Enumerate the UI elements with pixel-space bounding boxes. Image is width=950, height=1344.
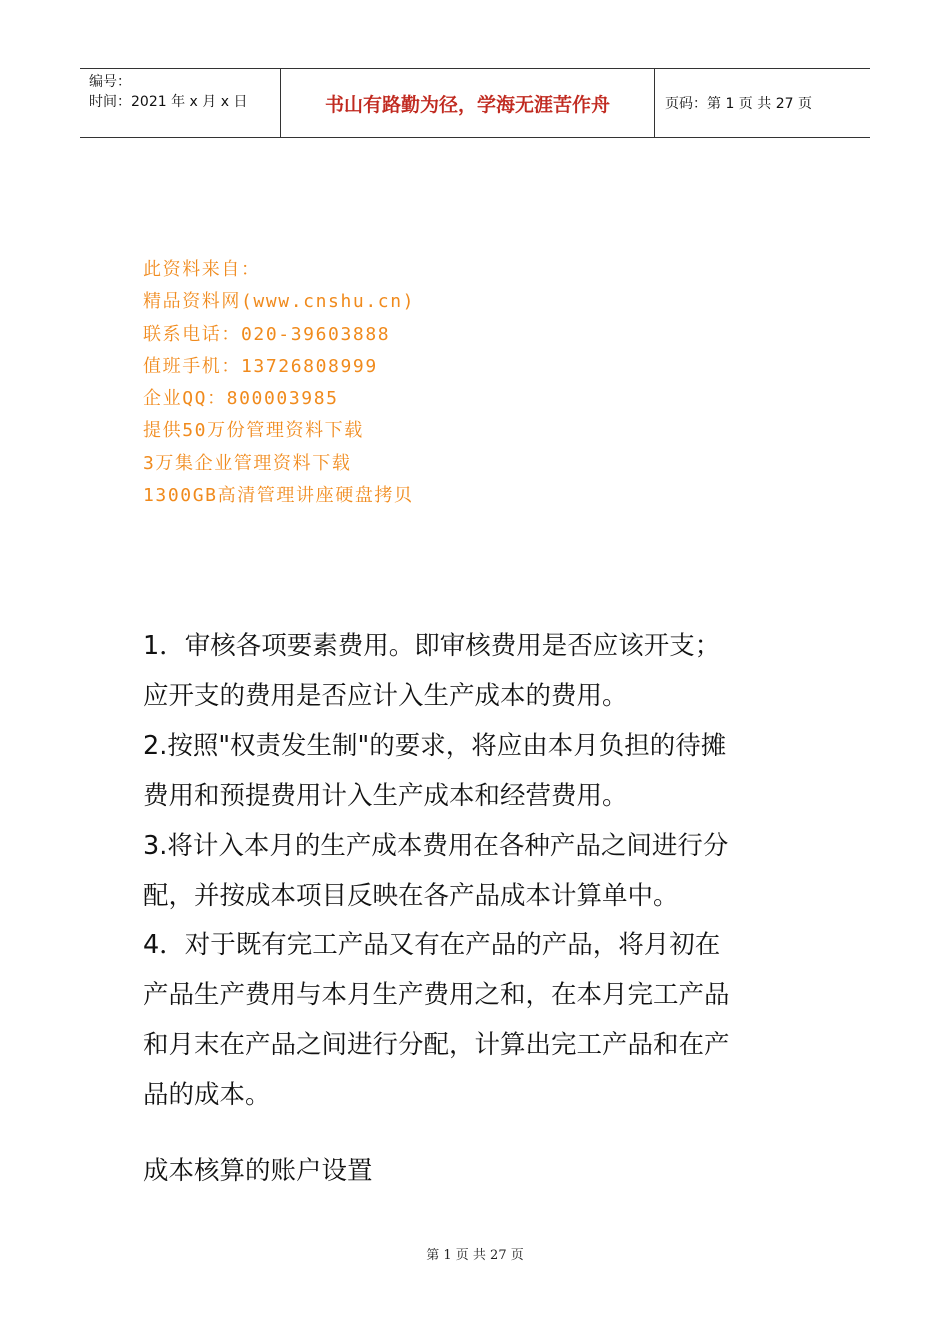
header-page-info: 页码：第 1 页 共 27 页 bbox=[665, 96, 812, 112]
promo-line: 精品资料网(www.cnshu.cn) bbox=[143, 291, 416, 313]
promo-line: 3万集企业管理资料下载 bbox=[143, 452, 352, 474]
promo-line: 值班手机：13726808999 bbox=[143, 355, 378, 377]
body-line: 费用和预提费用计入生产成本和经营费用。 bbox=[143, 780, 628, 811]
body-line: 配，并按成本项目反映在各产品成本计算单中。 bbox=[143, 880, 679, 911]
promo-block bbox=[143, 254, 415, 512]
body-line: 3.将计入本月的生产成本费用在各种产品之间进行分 bbox=[143, 830, 729, 861]
header-date-label: 时间：2021 年 x 月 x 日 bbox=[89, 94, 248, 110]
body-line: 和月末在产品之间进行分配，计算出完工产品和在产 bbox=[143, 1030, 730, 1061]
page-footer: 第 1 页 共 27 页 bbox=[426, 1248, 524, 1263]
promo-line: 企业QQ：800003985 bbox=[143, 388, 339, 410]
promo-line: 此资料来自： bbox=[143, 259, 261, 280]
promo-line: 提供50万份管理资料下载 bbox=[143, 420, 364, 442]
body-paragraphs bbox=[143, 622, 813, 1121]
header-left-cell bbox=[80, 69, 281, 137]
header-motto-cell bbox=[281, 69, 655, 137]
body-line: 1．审核各项要素费用。即审核费用是否应该开支； bbox=[143, 631, 721, 661]
body-line: 2.按照"权责发生制"的要求，将应由本月负担的待摊 bbox=[143, 730, 727, 761]
body-line: 4．对于既有完工产品又有在产品的产品，将月初在 bbox=[143, 930, 721, 961]
body-line: 应开支的费用是否应计入生产成本的费用。 bbox=[143, 680, 628, 711]
header-number-label: 编号： bbox=[89, 74, 131, 90]
document-header bbox=[80, 68, 870, 138]
body-line: 品的成本。 bbox=[143, 1080, 271, 1111]
section-heading: 成本核算的账户设置 bbox=[143, 1156, 373, 1186]
promo-line: 1300GB高清管理讲座硬盘拷贝 bbox=[143, 485, 414, 507]
body-line: 产品生产费用与本月生产费用之和，在本月完工产品 bbox=[143, 980, 730, 1011]
promo-line: 联系电话：020-39603888 bbox=[143, 323, 391, 345]
header-motto: 书山有路勤为径，学海无涯苦作舟 bbox=[324, 93, 610, 116]
